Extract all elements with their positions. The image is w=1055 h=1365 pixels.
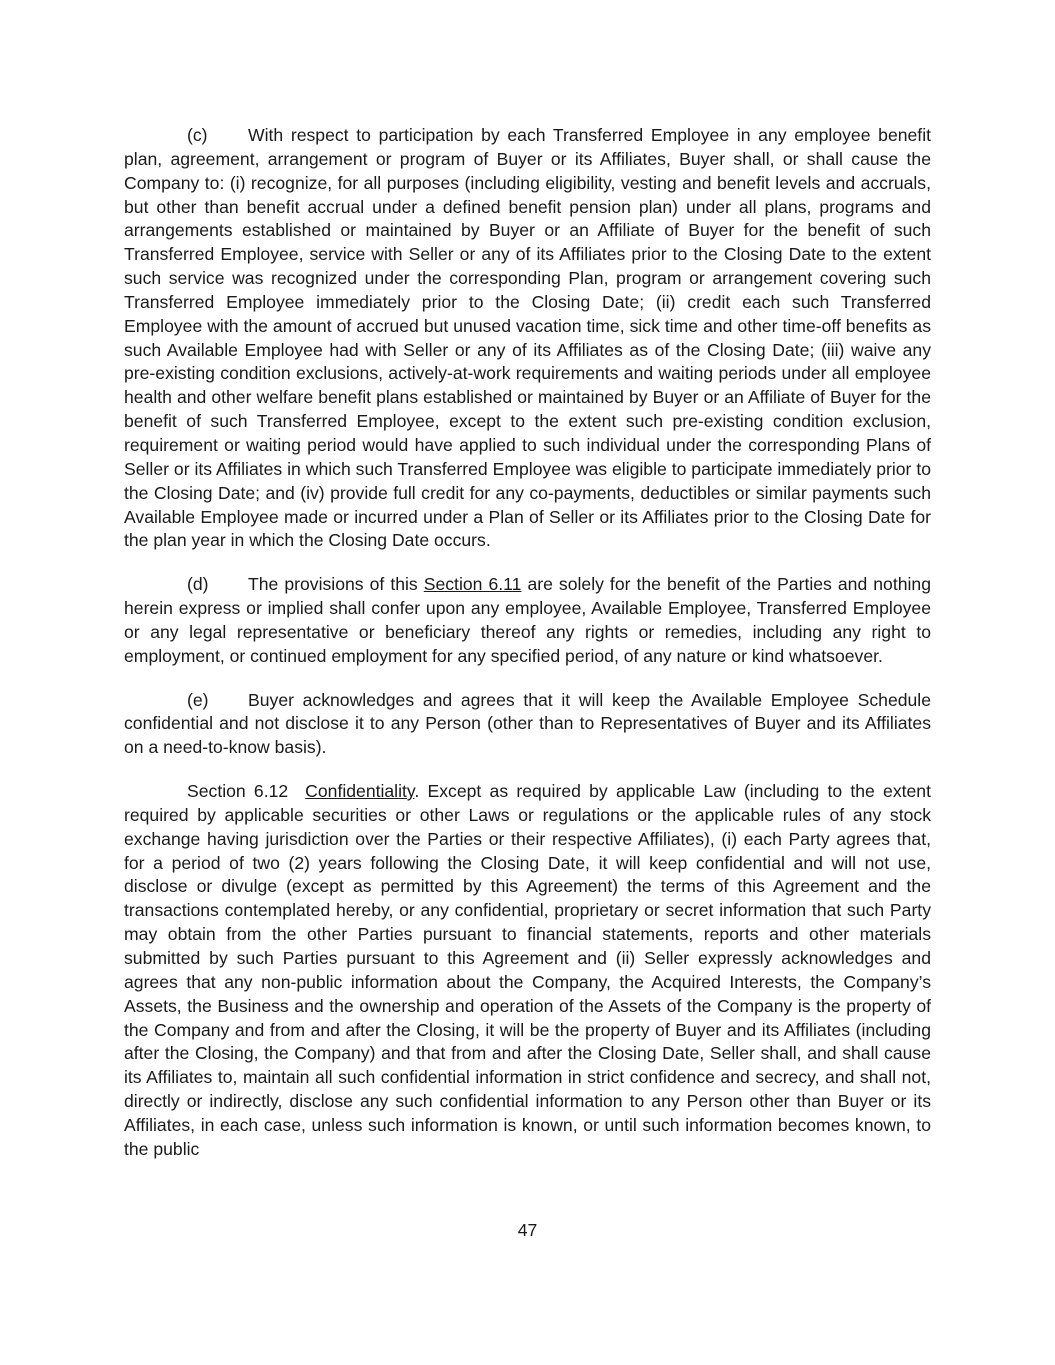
paragraph-text: are solely for the benefit of the Parties and nothing herein express or implied shall confer upon any employee, Available Employee, Transferred Employee or any legal representative or beneficiary thereof any rights or remedies, including any right to employment, or continued employment for any specified period, of any nature or kind whatsoever. [124,574,931,666]
paragraph-text: With respect to participation by each Transferred Employee in any employee benefit plan, agreement, arrangement or program of Buyer or its Affiliates, Buyer shall, or shall cause the Company to: (i) recognize, for all purposes (including eligibility, vesting and benefit levels and accruals, but other than benefit accrual under a defined benefit pension plan) under all plans, programs and arrangements established or maintained by Buyer or an Affiliate of Buyer for the benefit of such Transferred Employee, service with Seller or any of its Affiliates prior to the Closing Date to the extent such service was recognized under the corresponding Plan, program or arrangement covering such Transferred Employee immediately prior to the Closing Date; (ii) credit each such Transferred Employee with the amount of accrued but unused vacation time, sick time and other time-off benefits as such Available Employee had with Seller or any of its Affiliates as of the Closing Date; (iii) waive any pre-existing condition exclusions, actively-at-work requirements and waiting periods under all employee health and other welfare benefit plans established or maintained by Buyer or an Affiliate of Buyer for the benefit of such Transferred Employee, except to the extent such pre-existing condition exclusion, requirement or waiting period would have applied to such individual under the corresponding Plans of Seller or its Affiliates in which such Transferred Employee was eligible to participate immediately prior to the Closing Date; and (iv) provide full credit for any co-payments, deductibles or similar payments such Available Employee made or incurred under a Plan of Seller or its Affiliates prior to the Closing Date for the plan year in which the Closing Date occurs. [124,125,931,551]
paragraph-label: (d) [187,574,209,595]
paragraph-text: The provisions of this [248,574,424,595]
paragraph-c [124,124,931,553]
document-page [124,124,931,1162]
page-number: 47 [517,1220,538,1240]
section-heading: Confidentiality [305,781,415,802]
section-6-12 [124,780,931,1162]
section-number: Section 6.12 [187,781,289,802]
paragraph-text: Buyer acknowledges and agrees that it will keep the Available Employee Schedule confidential and not disclose it to any Person (other than to Representatives of Buyer and its Affiliates on a need-to-know basis). [124,689,931,758]
paragraph-d [124,573,931,668]
paragraph-text: . Except as required by applicable Law (including to the extent required by applicable securities or other Laws or regulations or the applicable rules of any stock exchange having jurisdiction over the Parties or their respective Affiliates), (i) each Party agrees that, for a period of two (2) years following the Closing Date, it will keep confidential and will not use, disclose or divulge (except as permitted by this Agreement) the terms of this Agreement and the transactions contemplated hereby, or any confidential, proprietary or secret information that such Party may obtain from the other Parties pursuant to financial statements, reports and other materials submitted by such Parties pursuant to this Agreement and (ii) Seller expressly acknowledges and agrees that any non-public information about the Company, the Acquired Interests, the Company’s Assets, the Business and the ownership and operation of the Assets of the Company is the property of the Company and from and after the Closing, it will be the property of Buyer and its Affiliates (including after the Closing, the Company) and that from and after the Closing Date, Seller shall, and shall cause its Affiliates to, maintain all such confidential information in strict confidence and secrecy, and shall not, directly or indirectly, disclose any such confidential information to any Person other than Buyer or its Affiliates, in each case, unless such information is known, or until such information becomes known, to the public [124,781,931,1159]
paragraph-label: (e) [187,689,209,710]
paragraph-e [124,689,931,761]
paragraph-label: (c) [187,125,208,145]
section-reference: Section 6.11 [423,574,522,595]
